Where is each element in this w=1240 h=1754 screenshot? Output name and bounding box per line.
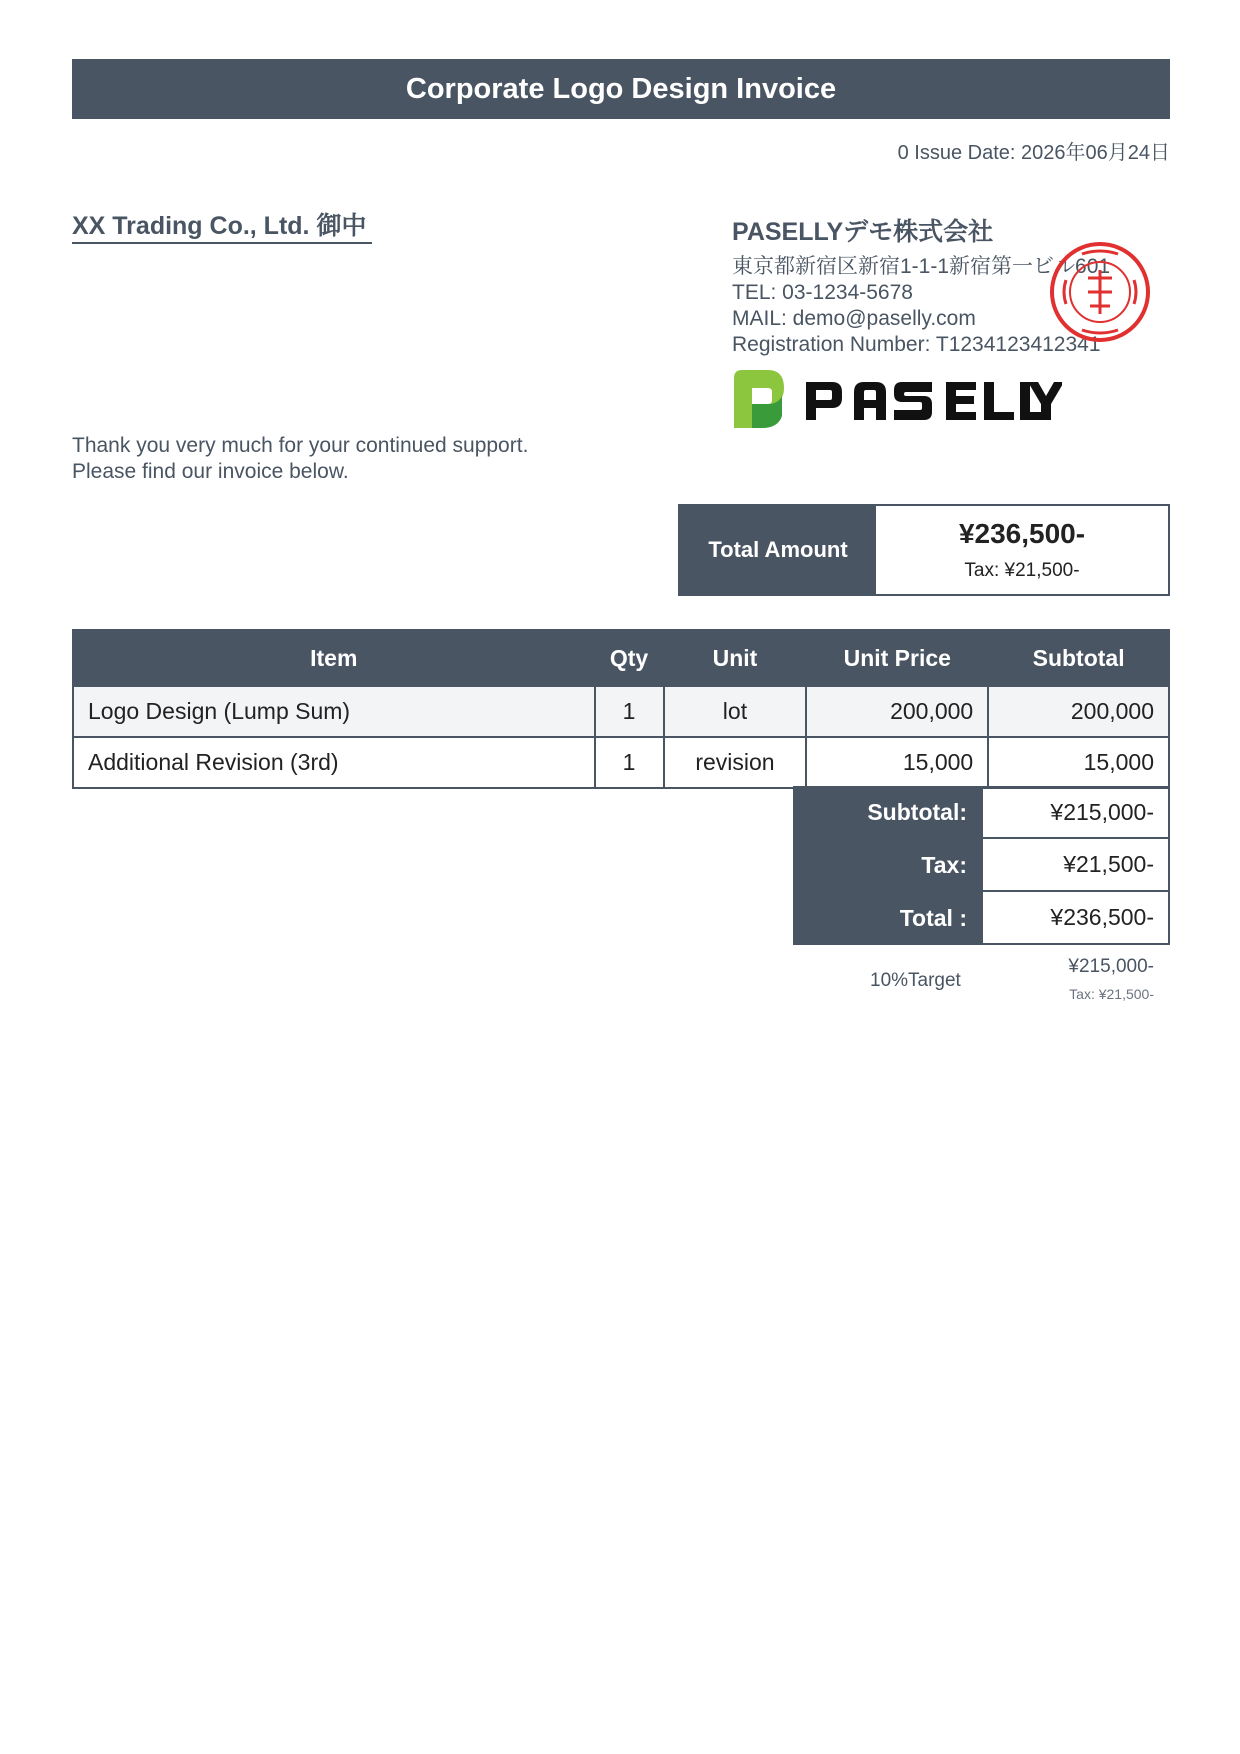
header-qty: Qty xyxy=(595,630,664,686)
items-table xyxy=(72,629,1170,789)
cell-subtotal: 200,000 xyxy=(988,686,1169,737)
total-amount-values xyxy=(876,506,1168,594)
summary-tax-value: ¥21,500- xyxy=(981,839,1170,892)
greeting-line-2: Please find our invoice below. xyxy=(72,460,349,483)
company-seal-icon xyxy=(1048,240,1152,344)
total-amount-value: ¥236,500- xyxy=(958,518,1086,549)
cell-qty: 1 xyxy=(595,686,664,737)
cell-item: Additional Revision (3rd) xyxy=(73,737,595,788)
tax-target-amount: ¥215,000- xyxy=(1068,956,1154,977)
total-amount-label: Total Amount xyxy=(680,506,876,594)
cell-subtotal: 15,000 xyxy=(988,737,1169,788)
company-address: 東京都新宿区新宿1-1-1新宿第一ビル601 xyxy=(732,255,1111,278)
company-tel: TEL: 03-1234-5678 xyxy=(732,281,913,304)
table-row xyxy=(73,686,1169,737)
header-unit-price: Unit Price xyxy=(806,630,988,686)
table-row xyxy=(73,737,1169,788)
client-name: XX Trading Co., Ltd. 御中 xyxy=(72,212,372,244)
cell-unit: lot xyxy=(664,686,807,737)
summary-subtotal-row xyxy=(793,786,1170,839)
cell-unit-price: 15,000 xyxy=(806,737,988,788)
summary-block xyxy=(793,786,1170,945)
cell-unit: revision xyxy=(664,737,807,788)
company-name: PASELLYデモ株式会社 xyxy=(732,218,994,246)
greeting-line-1: Thank you very much for your continued support. xyxy=(72,434,529,457)
greeting-text xyxy=(72,433,528,485)
table-header-row xyxy=(73,630,1169,686)
cell-unit-price: 200,000 xyxy=(806,686,988,737)
company-registration: Registration Number: T1234123412341 xyxy=(732,333,1101,356)
summary-total-label: Total : xyxy=(793,892,981,945)
summary-subtotal-label: Subtotal: xyxy=(793,786,981,839)
tax-target-label: 10%Target xyxy=(870,970,961,991)
summary-tax-row xyxy=(793,839,1170,892)
summary-tax-label: Tax: xyxy=(793,839,981,892)
total-amount-box xyxy=(678,504,1170,596)
cell-qty: 1 xyxy=(595,737,664,788)
summary-total-value: ¥236,500- xyxy=(981,892,1170,945)
summary-total-row xyxy=(793,892,1170,945)
cell-item: Logo Design (Lump Sum) xyxy=(73,686,595,737)
company-mail: MAIL: demo@paselly.com xyxy=(732,307,976,330)
paselly-logo-icon xyxy=(732,368,1062,430)
tax-target-tax: Tax: ¥21,500- xyxy=(1069,986,1154,1002)
invoice-title: Corporate Logo Design Invoice xyxy=(72,59,1170,119)
header-item: Item xyxy=(73,630,595,686)
summary-subtotal-value: ¥215,000- xyxy=(981,786,1170,839)
issue-date: 0 Issue Date: 2026年06月24日 xyxy=(897,142,1170,164)
header-subtotal: Subtotal xyxy=(988,630,1169,686)
total-tax-value: Tax: ¥21,500- xyxy=(964,560,1080,581)
header-unit: Unit xyxy=(664,630,807,686)
